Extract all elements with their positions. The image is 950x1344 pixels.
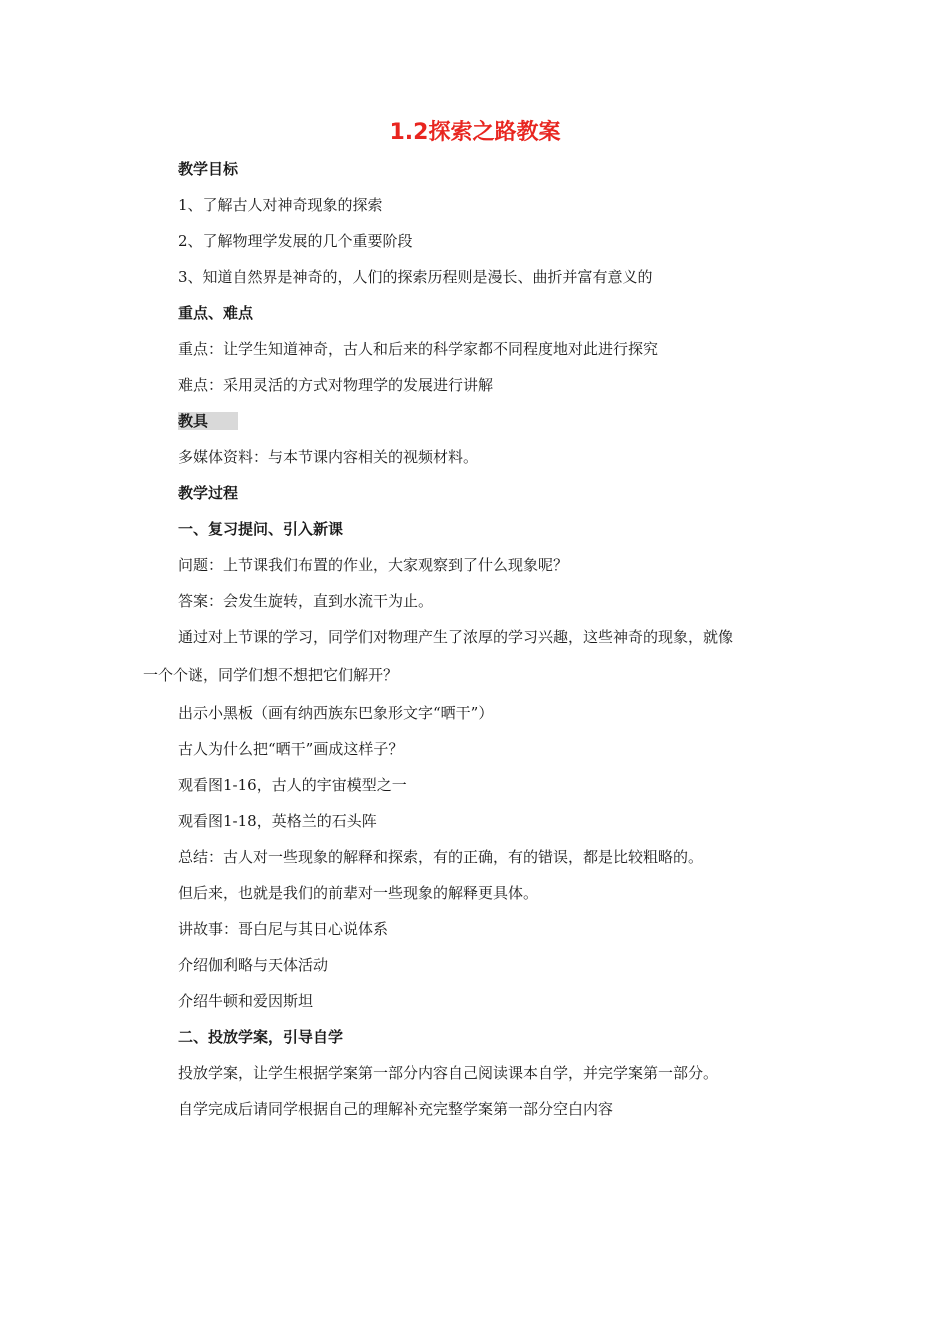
difficulty-text: 难点：采用灵活的方式对物理学的发展进行讲解 [178,376,494,394]
body-line: 介绍牛顿和爱因斯坦 [178,992,314,1010]
body-line: 自学完成后请同学根据自己的理解补充完整学案第一部分空白内容 [178,1100,614,1118]
section-heading-process: 教学过程 [178,484,239,502]
objective-item: 3、知道自然界是神奇的，人们的探索历程则是漫长、曲折并富有意义的 [178,268,653,286]
teaching-aids-text: 多媒体资料：与本节课内容相关的视频材料。 [178,448,479,466]
document-title: 1.2探索之路教案 [389,120,561,145]
body-line: 观看图1-18，英格兰的石头阵 [178,812,377,830]
question-text: 问题：上节课我们布置的作业，大家观察到了什么现象呢？ [178,556,569,574]
body-line: 讲故事：哥白尼与其日心说体系 [178,920,389,938]
body-line: 投放学案，让学生根据学案第一部分内容自己阅读课本自学，并完学案第一部分。 [178,1064,719,1082]
summary-text: 总结：古人对一些现象的解释和探索，有的正确，有的错误，都是比较粗略的。 [178,848,704,866]
body-line: 但后来，也就是我们的前辈对一些现象的解释更具体。 [178,884,539,902]
section-heading-teaching-aids [178,410,238,432]
key-point-text: 重点：让学生知道神奇，古人和后来的科学家都不同程度地对此进行探究 [178,340,659,358]
section-heading-objectives: 教学目标 [178,160,239,178]
body-line: 古人为什么把“晒干”画成这样子？ [178,740,404,758]
teaching-aids-label: 教具 [178,412,238,430]
paragraph-text-continued: 一个个谜，同学们想不想把它们解开？ [143,666,399,684]
body-line: 介绍伽利略与天体活动 [178,956,329,974]
body-line: 观看图1-16，古人的宇宙模型之一 [178,776,407,794]
subsection-heading-self-study: 二、投放学案，引导自学 [178,1028,344,1046]
body-line: 出示小黑板（画有纳西族东巴象形文字“晒干”） [178,704,494,722]
paragraph-text: 通过对上节课的学习，同学们对物理产生了浓厚的学习兴趣，这些神奇的现象，就像 [178,628,734,646]
objective-item: 1、了解古人对神奇现象的探索 [178,196,383,214]
section-heading-key-points: 重点、难点 [178,304,254,322]
objective-item: 2、了解物理学发展的几个重要阶段 [178,232,413,250]
answer-text: 答案：会发生旋转，直到水流干为止。 [178,592,434,610]
subsection-heading-review: 一、复习提问、引入新课 [178,520,344,538]
